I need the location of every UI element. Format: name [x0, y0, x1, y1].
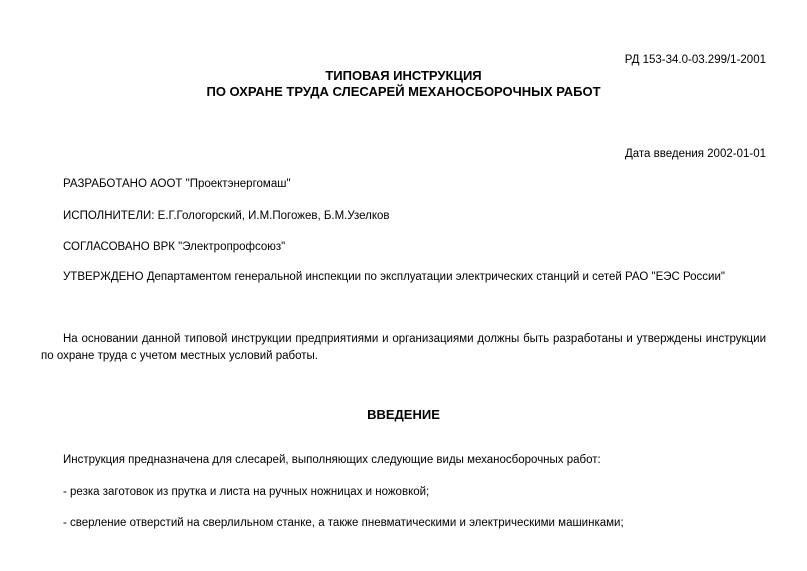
preamble-paragraph: На основании данной типовой инструкции предприятиями и организациями должны быть разработаны и утверждены инструкции по охране труда с учетом местных условий работы.	[41, 333, 766, 362]
introduction-lead: Инструкция предназначена для слесарей, выполняющих следующие виды механосборочных работ:	[63, 454, 601, 466]
credit-developed: РАЗРАБОТАНО АООТ "Проектэнергомаш"	[63, 178, 291, 190]
document-number: РД 153-34.0-03.299/1-2001	[624, 54, 766, 66]
credit-agreed: СОГЛАСОВАНО ВРК "Электропрофсоюз"	[63, 241, 286, 253]
document-title-line-2: ПО ОХРАНЕ ТРУДА СЛЕСАРЕЙ МЕХАНОСБОРОЧНЫХ РАБОТ	[206, 84, 601, 99]
credit-approved: УТВЕРЖДЕНО Департаментом генеральной инспекции по эксплуатации электрических станций и сетей РАО "ЕЭС России"	[63, 271, 725, 283]
document-title-line-1: ТИПОВАЯ ИНСТРУКЦИЯ	[325, 68, 482, 83]
credit-executors: ИСПОЛНИТЕЛИ: Е.Г.Гологорский, И.М.Погожев, Б.М.Узелков	[63, 210, 390, 222]
intro-date: Дата введения 2002-01-01	[624, 148, 766, 160]
list-item: - резка заготовок из прутка и листа на ручных ножницах и ножовкой;	[63, 486, 430, 498]
list-item: - сверление отверстий на сверлильном станке, а также пневматическими и электрическими машинками;	[63, 517, 624, 529]
introduction-heading: ВВЕДЕНИЕ	[367, 407, 440, 422]
